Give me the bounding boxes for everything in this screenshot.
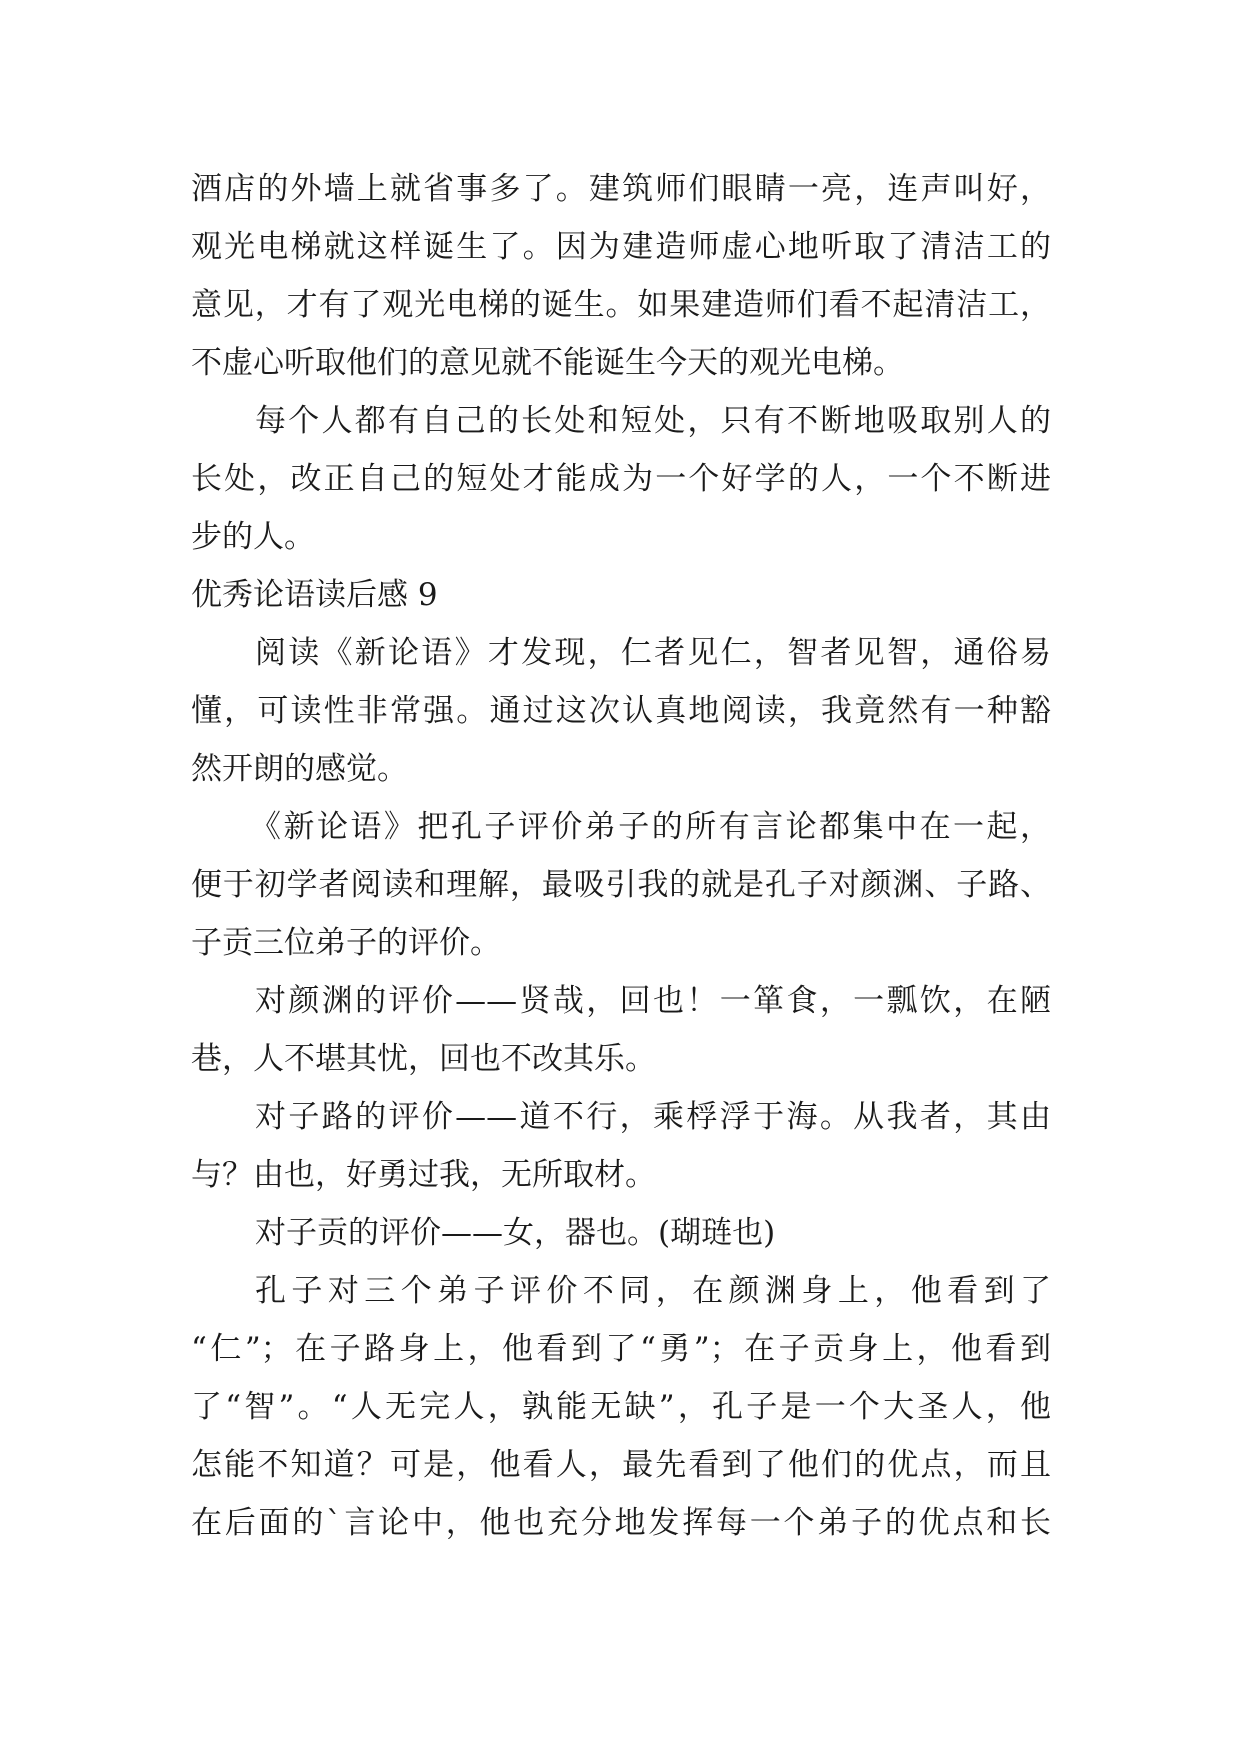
text-line: “仁”；在子路身上，他看到了“勇”；在子贡身上，他看到 [191, 1331, 1051, 1367]
text-line: 巷，人不堪其忧，回也不改其乐。 [191, 1041, 656, 1077]
text-line: 子贡三位弟子的评价。 [191, 925, 501, 961]
text-line: 怎能不知道？可是，他看人，最先看到了他们的优点，而且 [191, 1447, 1051, 1483]
text-line: 了“智”。“人无完人，孰能无缺”，孔子是一个大圣人，他 [191, 1389, 1051, 1425]
text-line: 酒店的外墙上就省事多了。建筑师们眼睛一亮，连声叫好， [191, 171, 1051, 207]
text-line: 观光电梯就这样诞生了。因为建造师虚心地听取了清洁工的 [191, 229, 1051, 265]
text-line: 每个人都有自己的长处和短处，只有不断地吸取别人的 [255, 403, 1051, 439]
text-line: 然开朗的感觉。 [191, 751, 408, 787]
text-line: 长处，改正自己的短处才能成为一个好学的人，一个不断进 [191, 461, 1051, 497]
text-line: 意见，才有了观光电梯的诞生。如果建造师们看不起清洁工， [191, 287, 1051, 323]
text-line: 《新论语》把孔子评价弟子的所有言论都集中在一起， [250, 809, 1051, 845]
text-line: 便于初学者阅读和理解，最吸引我的就是孔子对颜渊、子路、 [191, 867, 1051, 903]
text-line: 对颜渊的评价——贤哉，回也！一箪食，一瓢饮，在陋 [255, 983, 1051, 1019]
text-line: 步的人。 [191, 519, 315, 555]
text-line: 孔子对三个弟子评价不同，在颜渊身上，他看到了 [255, 1273, 1051, 1309]
text-line: 不虚心听取他们的意见就不能诞生今天的观光电梯。 [191, 345, 904, 381]
text-line: 阅读《新论语》才发现，仁者见仁，智者见智，通俗易 [255, 635, 1051, 671]
text-line: 与？由也，好勇过我，无所取材。 [191, 1157, 656, 1193]
section-heading: 优秀论语读后感 9 [191, 577, 438, 613]
text-line: 懂，可读性非常强。通过这次认真地阅读，我竟然有一种豁 [191, 693, 1051, 729]
text-line: 对子路的评价——道不行，乘桴浮于海。从我者，其由 [255, 1099, 1051, 1135]
text-line: 对子贡的评价——女，器也。(瑚琏也) [255, 1215, 776, 1251]
text-line: 在后面的`言论中，他也充分地发挥每一个弟子的优点和长 [191, 1505, 1051, 1541]
